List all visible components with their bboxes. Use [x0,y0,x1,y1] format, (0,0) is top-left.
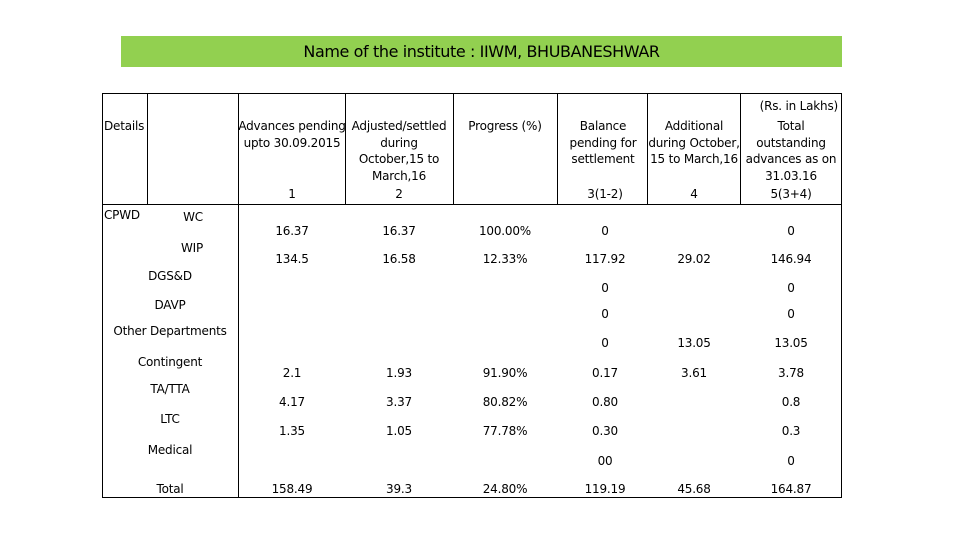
details-header: Details [104,119,145,133]
col-num-1: 1 [288,187,296,201]
ltc-advances: 1.35 [279,424,305,438]
medical-total: 0 [787,454,795,468]
institute-title: Name of the institute : IIWM, BHUBANESHWAR [303,42,660,61]
progress-header: Progress (%) [468,119,542,133]
contingent-total: 3.78 [778,366,804,380]
wip-progress: 12.33% [482,252,528,266]
ta-total: 0.8 [781,395,801,409]
ltc-total: 0.3 [781,424,801,438]
ltc-progress: 77.78% [482,424,528,438]
medical-balance: 00 [597,454,613,468]
label-wc: WC [183,210,203,224]
ltc-adjusted: 1.05 [386,424,412,438]
other-balance: 0 [601,336,609,350]
col-num-5: 5(3+4) [770,187,812,201]
label-cpwd: CPWD [104,208,140,222]
dgsd-balance: 0 [601,281,609,295]
label-contingent: Contingent [137,355,203,369]
wip-advances: 134.5 [275,252,309,266]
ta-adjusted: 3.37 [386,395,412,409]
contingent-additional: 3.61 [681,366,707,380]
balance-pending-header: Balance pending for settlement [569,119,637,166]
label-davp: DAVP [154,298,186,312]
wc-advances: 16.37 [275,224,309,238]
institute-title-bar [121,36,842,67]
contingent-adjusted: 1.93 [386,366,412,380]
wc-adjusted: 16.37 [382,224,416,238]
label-total: Total [156,482,184,496]
other-total: 13.05 [774,336,808,350]
advances-pending-header: Advances pending upto 30.09.2015 [238,119,346,150]
adjusted-settled-header: Adjusted/settled during October,15 to March,16 [351,119,447,183]
total-additional: 45.68 [677,482,711,496]
total-balance: 119.19 [584,482,626,496]
ltc-balance: 0.30 [592,424,618,438]
contingent-progress: 91.90% [482,366,528,380]
other-additional: 13.05 [677,336,711,350]
wip-additional: 29.02 [677,252,711,266]
total-adjusted: 39.3 [386,482,412,496]
label-medical: Medical [147,443,193,457]
additional-header: Additional during October, 15 to March,16 [648,119,740,166]
label-dgsd: DGS&D [148,269,192,283]
col-num-3: 3(1-2) [587,187,623,201]
col-num-2: 2 [395,187,403,201]
label-ltc: LTC [160,412,180,426]
total-progress: 24.80% [482,482,528,496]
wip-adjusted: 16.58 [382,252,416,266]
davp-balance: 0 [601,307,609,321]
col-num-4: 4 [690,187,698,201]
davp-total: 0 [787,307,795,321]
wc-balance: 0 [601,224,609,238]
contingent-advances: 2.1 [282,366,302,380]
label-other-departments: Other Departments [113,324,227,338]
total-total: 164.87 [770,482,812,496]
dgsd-total: 0 [787,281,795,295]
total-outstanding-header: Total outstanding advances as on 31.03.16 [745,119,837,183]
units-note: (Rs. in Lakhs) [759,99,838,113]
wip-total: 146.94 [770,252,812,266]
contingent-balance: 0.17 [592,366,618,380]
wip-balance: 117.92 [584,252,626,266]
wc-total: 0 [787,224,795,238]
ta-progress: 80.82% [482,395,528,409]
label-wip: WIP [180,241,204,255]
total-advances: 158.49 [271,482,313,496]
label-ta-tta: TA/TTA [150,382,190,396]
ta-advances: 4.17 [279,395,305,409]
ta-balance: 0.80 [592,395,618,409]
wc-progress: 100.00% [479,224,531,238]
